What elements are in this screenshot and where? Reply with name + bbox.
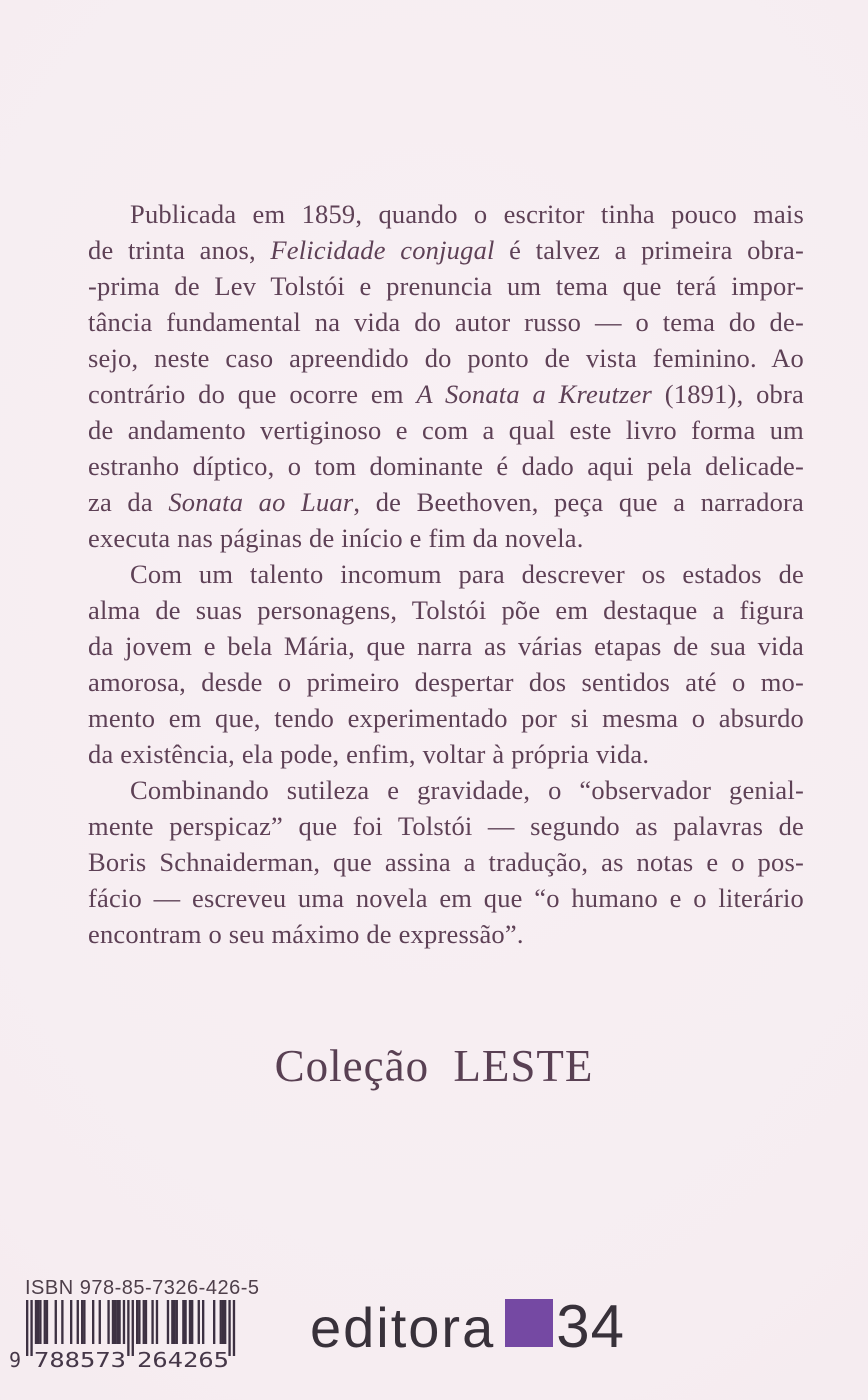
text-line: Boris Schnaiderman, que assina a tradução, as notas e o pos- xyxy=(88,847,804,877)
text-line: executa nas páginas de início e fim da novela. xyxy=(88,523,584,553)
text-line: tância fundamental na vida do autor russo — o tema do de- xyxy=(88,307,804,337)
text-line: contrário do que ocorre em A Sonata a Kreutzer (1891), obra xyxy=(88,379,804,409)
text-line: da jovem e bela Mária, que narra as várias etapas de sua vida xyxy=(88,631,804,661)
text-line: Combinando sutileza e gravidade, o “observador genial- xyxy=(130,775,804,805)
text-line: da existência, ela pode, enfim, voltar à própria vida. xyxy=(88,739,650,769)
text-line: mente perspicaz” que foi Tolstói — segundo as palavras de xyxy=(88,811,804,841)
text-line: sejo, neste caso apreendido do ponto de vista feminino. Ao xyxy=(88,343,804,373)
text-line: Publicada em 1859, quando o escritor tinha pouco mais xyxy=(130,199,804,229)
text-line: za da Sonata ao Luar, de Beethoven, peça que a narradora xyxy=(88,487,804,517)
publisher-name: editora xyxy=(310,1296,496,1359)
svg-text:9: 9 xyxy=(9,1348,22,1370)
blurb xyxy=(88,196,804,952)
text-line: alma de suas personagens, Tolstói põe em destaque a figura xyxy=(88,595,804,625)
text-line: Com um talento incomum para descrever os estados de xyxy=(130,559,804,589)
text-line: fácio — escreveu uma novela em que “o humano e o literário xyxy=(88,883,804,913)
isbn-label: ISBN 978-85-7326-426-5 xyxy=(25,1277,260,1299)
collection-title: Coleção LESTE xyxy=(274,1041,594,1091)
publisher-logo-square-icon xyxy=(505,1299,553,1347)
text-line: estranho díptico, o tom dominante é dado aqui pela delicade- xyxy=(88,451,804,481)
text-line: -prima de Lev Tolstói e prenuncia um tema que terá impor- xyxy=(88,271,804,301)
text-line: de andamento vertiginoso e com a qual este livro forma um xyxy=(88,415,804,445)
publisher-logo xyxy=(310,1293,625,1360)
svg-text:264265: 264265 xyxy=(137,1348,229,1370)
text-line: amorosa, desde o primeiro despertar dos sentidos até o mo- xyxy=(88,667,804,697)
isbn-barcode xyxy=(8,1298,240,1370)
publisher-number: 34 xyxy=(556,1293,625,1360)
text-line: encontram o seu máximo de expressão”. xyxy=(88,919,524,949)
svg-text:788573: 788573 xyxy=(34,1348,126,1370)
text-line: mento em que, tendo experimentado por si mesma o absurdo xyxy=(88,703,804,733)
text-line: de trinta anos, Felicidade conjugal é talvez a primeira obra- xyxy=(88,235,804,265)
